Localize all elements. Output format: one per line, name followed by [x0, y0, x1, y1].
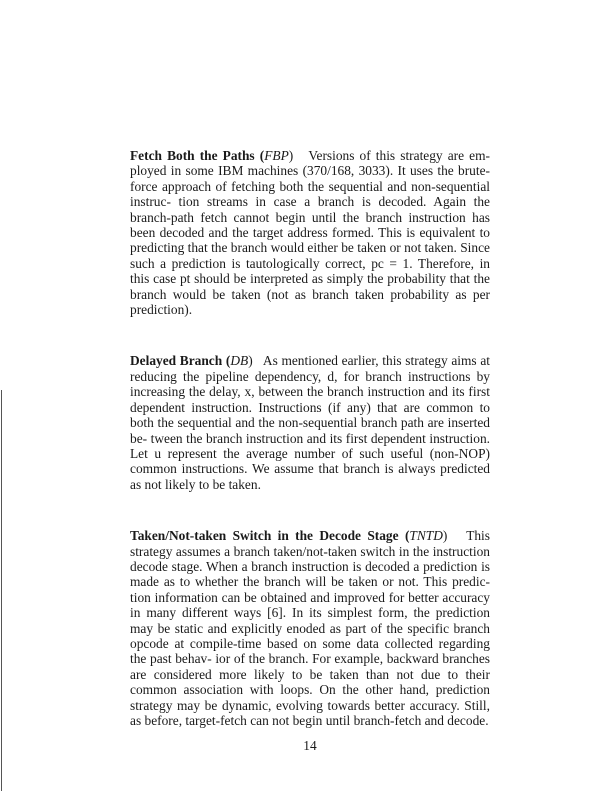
- paragraph-text: Versions of this strategy are em-: [308, 148, 490, 163]
- text-line: not begin until branch-fetch and decode.: [272, 713, 489, 728]
- scan-edge-line: [1, 390, 2, 791]
- text-line: decode stage. When a branch instruction is decoded a prediction is: [130, 558, 490, 574]
- text-line: made as to whether the branch will be taken or not. This predic-: [130, 574, 490, 590]
- text-line: more likely to be taken than not due to their common association: [130, 666, 490, 698]
- text-line: evolving towards better accuracy. Still, as before, target-fetch can: [130, 697, 490, 728]
- text-line: strategy assumes a branch taken/not-taken switch in the instruction: [130, 543, 490, 559]
- text-line: in many different ways [6]. In its simplest form, the prediction may be: [130, 605, 490, 636]
- paragraph-abbreviation: DB: [230, 353, 249, 369]
- text-line: instructions. We assume that branch is always predicted as not likely: [130, 461, 490, 492]
- text-line: ployed in some IBM machines (370/168, 3033). It uses the brute-force: [130, 163, 490, 194]
- text-line: tion information can be obtained and improved for better accuracy: [130, 589, 490, 605]
- paragraph-abbreviation: TNTD: [409, 528, 443, 544]
- paragraph-abbreviation: FBP: [264, 148, 289, 163]
- paren-close: ): [288, 148, 294, 163]
- text-line: fetch cannot begin until the branch instruction has been decoded and: [130, 209, 490, 241]
- paren-open: (: [259, 148, 265, 163]
- text-line: ior of the branch. For example, backward branches are considered: [130, 651, 490, 682]
- text-line: dependent instruction. Instructions (if any) that are common to both: [130, 399, 490, 431]
- page-body: [130, 148, 490, 754]
- page-number: 14: [303, 738, 317, 754]
- paragraph-delayed-branch: [130, 353, 490, 492]
- paragraph-heading: Taken/Not-taken Switch in the Decode Stage: [130, 528, 399, 544]
- text-line: branch would either be taken or not taken. Since such a prediction: [130, 240, 490, 271]
- text-line: static and explicitly enoded as part of the specific branch opcode at: [130, 620, 490, 651]
- paragraph-fbp: [130, 148, 490, 317]
- text-line: u represent the average number of such useful (non-NOP) common: [130, 445, 490, 477]
- paragraph-heading: Delayed Branch: [130, 353, 223, 369]
- text-line: is tautologically correct, pc = 1. Therefore, in this case pt should be: [130, 255, 490, 287]
- paren-close: ): [248, 353, 253, 369]
- text-line: approach of fetching both the sequential and non-sequential instruc-: [130, 178, 490, 210]
- text-line: interpreted as simply the probability that the branch would be taken: [130, 271, 490, 302]
- text-line: tion streams in case a branch is decoded. Again the branch-path: [130, 194, 490, 225]
- paragraph-tntd: [130, 528, 490, 728]
- text-line: to be taken.: [198, 476, 261, 492]
- text-line: increasing the delay, x, between the branch instruction and its first: [130, 384, 490, 400]
- paren-open: (: [225, 353, 231, 369]
- paragraph-text: This: [466, 528, 490, 544]
- text-line: at reducing the pipeline dependency, d, for branch instructions by: [130, 353, 490, 384]
- paragraph-heading: Fetch Both the Paths: [130, 148, 255, 163]
- text-line: the sequential and the non-sequential branch path are inserted be-: [130, 415, 490, 446]
- text-line: compile-time based on some data collected regarding the past behav-: [130, 635, 490, 667]
- paragraph-text: As mentioned earlier, this strategy aims: [262, 353, 477, 369]
- text-line: tween the branch instruction and its first dependent instruction. Let: [130, 430, 490, 461]
- text-line: the target address formed. This is equivalent to predicting that the: [130, 225, 490, 256]
- paren-open: (: [404, 528, 410, 544]
- text-line: (not as branch taken probability as per prediction).: [130, 286, 490, 318]
- paren-close: ): [442, 528, 448, 544]
- text-line: with loops. On the other hand, prediction strategy may be dynamic,: [130, 682, 490, 713]
